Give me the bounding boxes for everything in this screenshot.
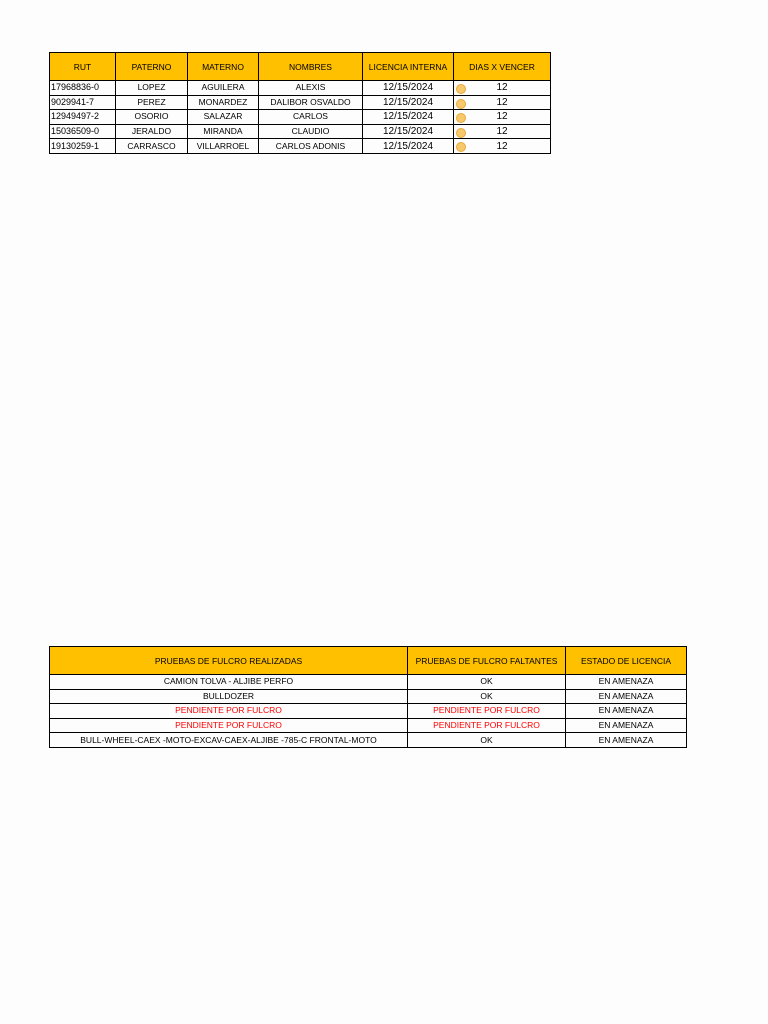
realizadas-cell[interactable]: PENDIENTE POR FULCRO xyxy=(50,718,408,733)
nombres-cell[interactable]: DALIBOR OSVALDO xyxy=(259,95,363,110)
licencia-cell[interactable]: 12/15/2024 xyxy=(363,95,454,110)
license-table xyxy=(49,52,551,154)
table-row xyxy=(50,704,687,719)
materno-cell[interactable]: AGUILERA xyxy=(188,81,259,96)
dias-cell[interactable] xyxy=(454,124,551,139)
nombres-cell[interactable]: ALEXIS xyxy=(259,81,363,96)
dias-value: 12 xyxy=(496,82,508,94)
dias-value: 12 xyxy=(496,96,508,108)
paterno-cell[interactable]: PEREZ xyxy=(116,95,188,110)
estado-cell[interactable]: EN AMENAZA xyxy=(566,733,687,748)
header-estado-licencia[interactable]: ESTADO DE LICENCIA xyxy=(566,647,687,675)
table-row xyxy=(50,718,687,733)
realizadas-cell[interactable]: BULLDOZER xyxy=(50,689,408,704)
header-dias-x-vencer[interactable]: DIAS X VENCER xyxy=(454,53,551,81)
header-licencia-interna[interactable]: LICENCIA INTERNA xyxy=(363,53,454,81)
paterno-cell[interactable]: LOPEZ xyxy=(116,81,188,96)
estado-cell[interactable]: EN AMENAZA xyxy=(566,718,687,733)
license-table-header-row xyxy=(50,53,551,81)
circle-indicator-icon xyxy=(456,128,466,138)
nombres-cell[interactable]: CARLOS ADONIS xyxy=(259,139,363,154)
circle-indicator-icon xyxy=(456,113,466,123)
header-materno[interactable]: MATERNO xyxy=(188,53,259,81)
faltantes-cell[interactable]: PENDIENTE POR FULCRO xyxy=(408,704,566,719)
licencia-cell[interactable]: 12/15/2024 xyxy=(363,81,454,96)
dias-value: 12 xyxy=(496,126,508,138)
table-row xyxy=(50,81,551,96)
estado-cell[interactable]: EN AMENAZA xyxy=(566,675,687,690)
table-row xyxy=(50,689,687,704)
dias-cell[interactable] xyxy=(454,95,551,110)
table-row xyxy=(50,110,551,125)
header-pruebas-faltantes[interactable]: PRUEBAS DE FULCRO FALTANTES xyxy=(408,647,566,675)
nombres-cell[interactable]: CARLOS xyxy=(259,110,363,125)
circle-indicator-icon xyxy=(456,84,466,94)
rut-cell[interactable]: 15036509-0 xyxy=(50,124,116,139)
licencia-cell[interactable]: 12/15/2024 xyxy=(363,110,454,125)
dias-cell[interactable] xyxy=(454,110,551,125)
estado-cell[interactable]: EN AMENAZA xyxy=(566,704,687,719)
realizadas-cell[interactable]: BULL-WHEEL-CAEX -MOTO-EXCAV-CAEX-ALJIBE -785-C FRONTAL-MOTO xyxy=(50,733,408,748)
faltantes-cell[interactable]: OK xyxy=(408,689,566,704)
dias-cell[interactable] xyxy=(454,139,551,154)
faltantes-cell[interactable]: PENDIENTE POR FULCRO xyxy=(408,718,566,733)
materno-cell[interactable]: MIRANDA xyxy=(188,124,259,139)
rut-cell[interactable]: 19130259-1 xyxy=(50,139,116,154)
table-row xyxy=(50,139,551,154)
licencia-cell[interactable]: 12/15/2024 xyxy=(363,124,454,139)
paterno-cell[interactable]: CARRASCO xyxy=(116,139,188,154)
circle-indicator-icon xyxy=(456,99,466,109)
dias-value: 12 xyxy=(496,140,508,152)
table-row xyxy=(50,733,687,748)
rut-cell[interactable]: 17968836-0 xyxy=(50,81,116,96)
dias-value: 12 xyxy=(496,111,508,123)
fulcro-table xyxy=(49,646,687,748)
faltantes-cell[interactable]: OK xyxy=(408,675,566,690)
estado-cell[interactable]: EN AMENAZA xyxy=(566,689,687,704)
table-row xyxy=(50,124,551,139)
paterno-cell[interactable]: JERALDO xyxy=(116,124,188,139)
table-row xyxy=(50,675,687,690)
table-row xyxy=(50,95,551,110)
nombres-cell[interactable]: CLAUDIO xyxy=(259,124,363,139)
rut-cell[interactable]: 9029941-7 xyxy=(50,95,116,110)
header-pruebas-realizadas[interactable]: PRUEBAS DE FULCRO REALIZADAS xyxy=(50,647,408,675)
circle-indicator-icon xyxy=(456,142,466,152)
licencia-cell[interactable]: 12/15/2024 xyxy=(363,139,454,154)
fulcro-table-header-row xyxy=(50,647,687,675)
header-paterno[interactable]: PATERNO xyxy=(116,53,188,81)
materno-cell[interactable]: VILLARROEL xyxy=(188,139,259,154)
paterno-cell[interactable]: OSORIO xyxy=(116,110,188,125)
dias-cell[interactable] xyxy=(454,81,551,96)
faltantes-cell[interactable]: OK xyxy=(408,733,566,748)
materno-cell[interactable]: SALAZAR xyxy=(188,110,259,125)
realizadas-cell[interactable]: PENDIENTE POR FULCRO xyxy=(50,704,408,719)
header-rut[interactable]: RUT xyxy=(50,53,116,81)
header-nombres[interactable]: NOMBRES xyxy=(259,53,363,81)
rut-cell[interactable]: 12949497-2 xyxy=(50,110,116,125)
realizadas-cell[interactable]: CAMION TOLVA - ALJIBE PERFO xyxy=(50,675,408,690)
materno-cell[interactable]: MONARDEZ xyxy=(188,95,259,110)
